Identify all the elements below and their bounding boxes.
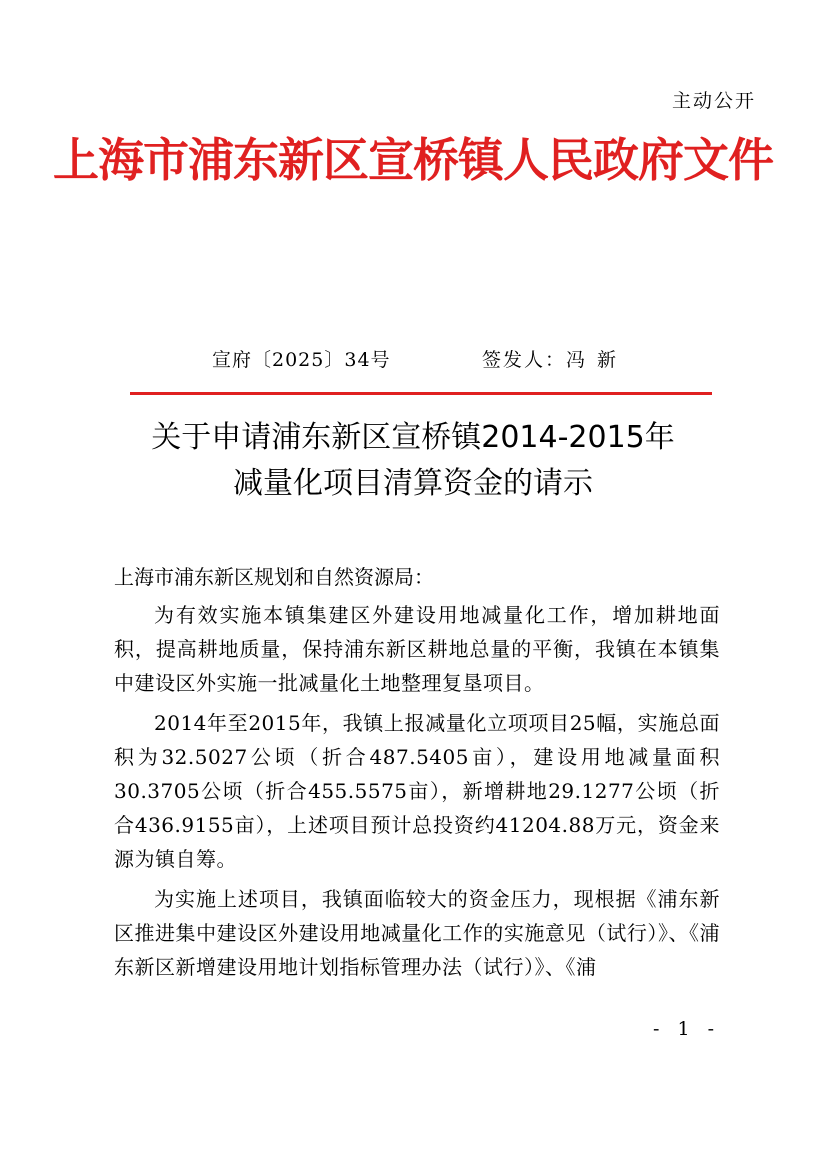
org-header-title: 上海市浦东新区宣桥镇人民政府文件 [53, 133, 773, 187]
signer-name: 冯新 [566, 349, 629, 371]
red-divider-line [130, 392, 712, 395]
paragraph-1: 为有效实施本镇集建区外建设用地减量化工作，增加耕地面积，提高耕地质量，保持浦东新区耕地总量的平衡，我镇在本镇集中建设区外实施一批减量化土地整理复垦项目。 [114, 603, 720, 695]
paragraph-2: 2014年至2015年，我镇上报减量化立项项目25幅，实施总面积为32.5027公顷（折合487.5405亩），建设用地减量面积30.3705公顷（折合455.5575亩），新增耕地29.1277公顷（折合436.9155亩），上述项目预计总投资约41204.88万元，资金来源为镇自筹。 [114, 711, 720, 871]
salutation: 上海市浦东新区规划和自然资源局： [114, 565, 434, 589]
page-number: - 1 - [652, 1018, 720, 1040]
paragraph-3: 为实施上述项目，我镇面临较大的资金压力，现根据《浦东新区推进集中建设区外建设用地减量化工作的实施意见（试行）》、《浦东新区新增建设用地计划指标管理办法（试行）》、《浦 [114, 887, 720, 979]
title-line-1: 关于申请浦东新区宣桥镇2014-2015年 [151, 420, 675, 455]
signer-block [482, 345, 628, 372]
document-body [114, 560, 720, 990]
title-line-2: 减量化项目清算资金的请示 [233, 466, 593, 501]
signer-label: 签发人： [482, 349, 567, 371]
doc-number: 宣府〔2025〕34号 [212, 349, 391, 371]
publicity-label: 主动公开 [671, 90, 756, 112]
document-title [0, 415, 826, 507]
